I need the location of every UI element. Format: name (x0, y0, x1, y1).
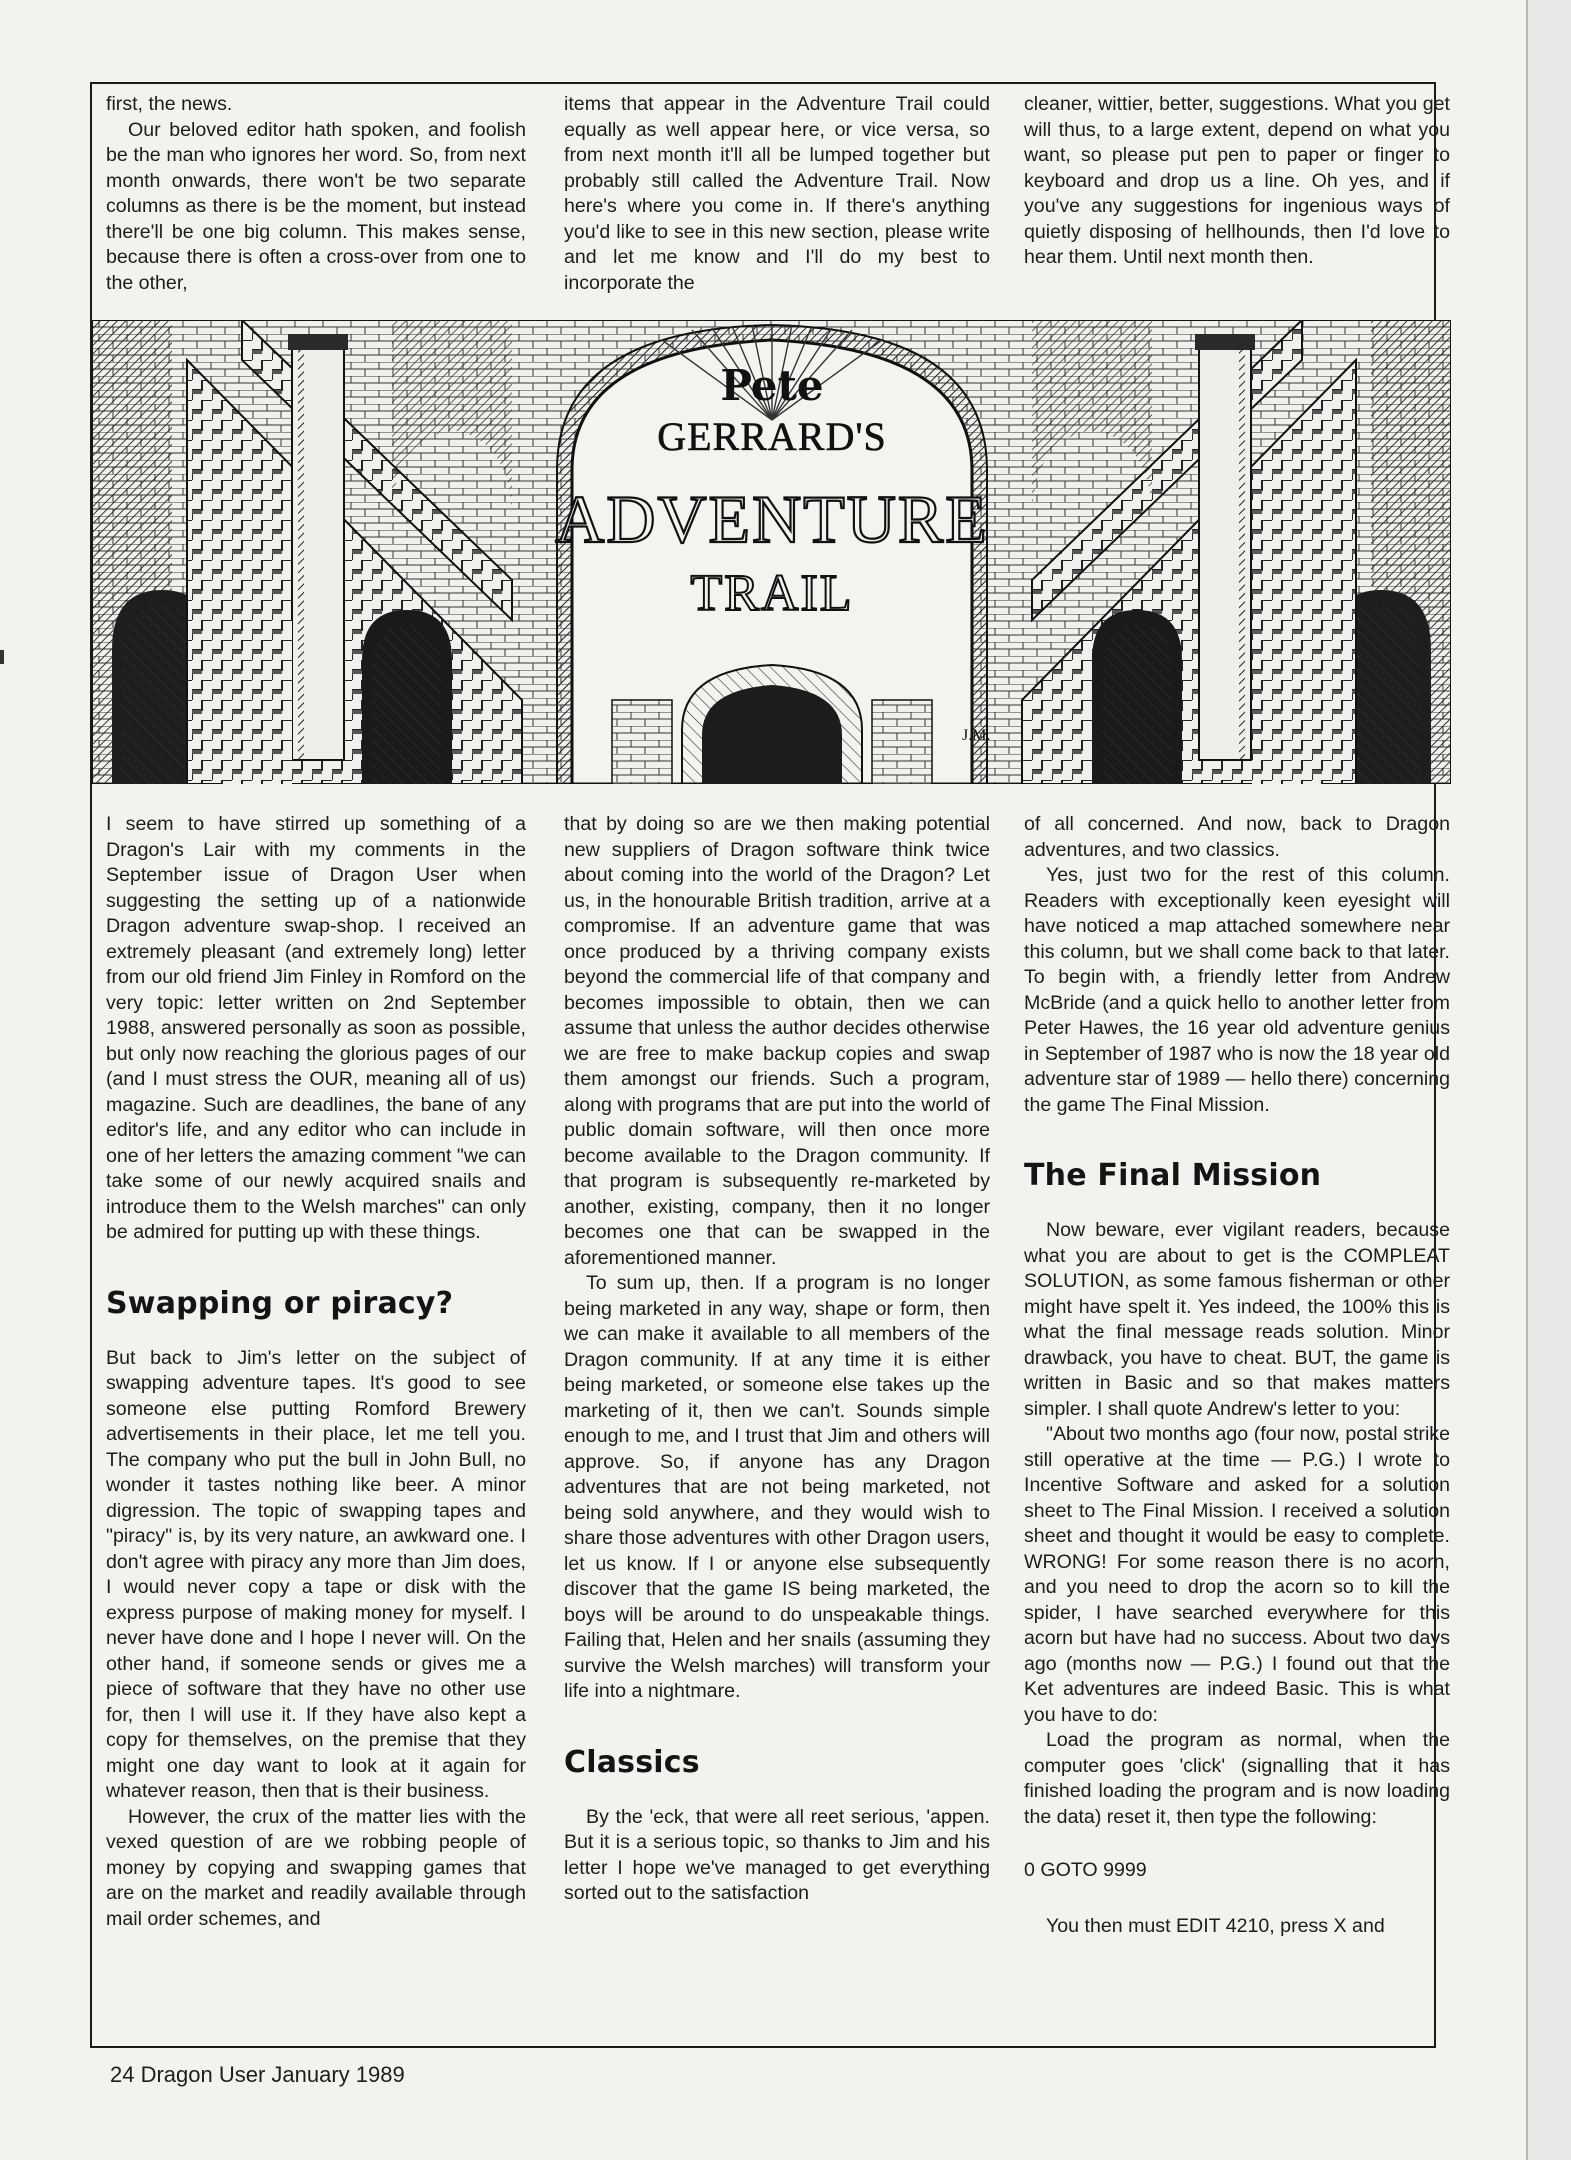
col3-paragraph-3: Now beware, ever vigilant readers, because what you are about to get is the COMPLEAT SOLUTION, as some famous fisherman or other might have spelt it. Yes indeed, the 100% this is what the final message reads solution. Minor drawback, you have to cheat. BUT, the game is written in Basic and so that makes matters simpler. I shall quote Andrew's letter to you: (1024, 1219, 1450, 1420)
heading-swapping-or-piracy: Swapping or piracy? (106, 1285, 454, 1321)
col2-paragraph-3: By the 'eck, that were all reet serious, 'appen. But it is a serious topic, so thanks to Jim and his letter I hope we've managed to get everything sorted out to the satisfaction (564, 1805, 990, 1904)
illustrator-signature: J.M. (962, 727, 991, 744)
col1-paragraph-2: But back to Jim's letter on the subject of swapping adventure tapes. It's good to see someone else putting Romford Brewery advertisements in their place, let me tell you. The company who put the bull in John Bull, no wonder it tastes nothing like beer. A minor digression. The topic of swapping tapes and "piracy" is, by its very nature, an awkward one. I don't agree with piracy any more than Jim does, I would never copy a tape or disk with the express purpose of making money for myself. I never have done and I hope I never will. On the other hand, if someone sends or gives me a piece of software that they have no other use for, then I will use it. If they have also kept a copy for themselves, on the premise that they might one day want to look at it again for whatever reason, then that is their business. (106, 1346, 526, 1802)
column-3 (1024, 812, 1450, 1939)
page-footer: 24 Dragon User January 1989 (110, 2062, 405, 2087)
top-col1-text-1: first, the news. (106, 93, 233, 115)
heading-the-final-mission: The Final Mission (1024, 1158, 1322, 1193)
basic-code-line: 0 GOTO 9999 (1024, 1859, 1147, 1881)
col1-paragraph-3: However, the crux of the matter lies with the vexed question of are we robbing people of money by copying and swapping games that are on the market and readily available through mail order schemes, and (106, 1805, 526, 1930)
adventure-trail-banner (92, 320, 1451, 784)
banner-title-gerrard: GERRARD'S (657, 414, 887, 459)
column-2 (564, 812, 990, 1907)
heading-classics: Classics (564, 1744, 700, 1780)
left-architecture (92, 320, 522, 784)
page-edge (1528, 0, 1571, 2160)
banner-title-pete: Pete (720, 361, 824, 410)
top-column-2 (564, 92, 990, 296)
banner-title-trail: TRAIL (690, 565, 854, 622)
column-1 (106, 812, 526, 1932)
banner-title-adventure: ADVENTURE (555, 481, 989, 557)
col3-paragraph-2: Yes, just two for the rest of this column. Readers with exceptionally keen eyesight will have noticed a map attached somewhere near this column, but we shall come back to that later. To begin with, a friendly letter from Andrew McBride (and a quick hello to another letter from Peter Hawes, the 16 year old adventure genius in September of 1987 who is now the 18 year old adventure star of 1989 — hello there) concerning the game The Final Mission. (1024, 864, 1450, 1116)
col1-paragraph-1: I seem to have stirred up something of a Dragon's Lair with my comments in the September issue of Dragon User when suggesting the setting up of a nationwide Dragon adventure swap-shop. I received an extremely pleasant (and extremely long) letter from our old friend Jim Finley in Romford on the very topic: letter written on 2nd September 1988, answered personally as soon as possible, but only now reaching the glorious pages of our (and I must stress the OUR, meaning all of us) magazine. Such are deadlines, the bane of any editor's life, and any editor who can include in one of her letters the amazing comment "we can take some of our newly acquired snails and introduce them to the Welsh marches" can only be admired for putting up with these things. (106, 813, 526, 1243)
col2-paragraph-1: that by doing so are we then making potential new suppliers of Dragon software think twice about coming into the world of the Dragon? Let us, in the honourable British tradition, arrive at a compromise. If an adventure game that was once produced by a thriving company exists beyond the commercial life of that company and becomes impossible to obtain, then we can assume that unless the author decides otherwise we are free to make backup copies and swap them amongst our friends. Such a program, along with programs that are put into the world of public domain software, will then once more become available to the Dragon community. If that program is subsequently re-marketed by another, existing, company, then it no longer becomes one that can be swapped in the aforementioned manner. (564, 813, 990, 1269)
col3-paragraph-5: Load the program as normal, when the computer goes 'click' (signalling that it has finished loading the program and is now loading the data) reset it, then type the following: (1024, 1729, 1450, 1828)
col3-paragraph-4: "About two months ago (four now, postal strike still operative at the time — P.G.) I wrote to Incentive Software and asked for a solution sheet to The Final Mission. I received a solution sheet and thought it would be easy to complete. WRONG! For some reason there is no acorn, and you need to drop the acorn so to kill the spider, I have searched everywhere for this acorn but have had no success. About two days ago (months now — P.G.) I found out that the Ket adventures are indeed Basic. This is what you have to do: (1024, 1423, 1450, 1726)
binding-mark (0, 650, 4, 664)
top-column-3 (1024, 92, 1450, 271)
right-architecture (1022, 320, 1451, 784)
col3-paragraph-6: You then must EDIT 4210, press X and (1046, 1914, 1385, 1937)
top-column-1 (106, 92, 526, 296)
top-col1-text-2: Our beloved editor hath spoken, and foolish be the man who ignores her word. So, from next month onwards, there won't be two separate columns as there is be the moment, but instead there'll be one big column. This makes sense, because there is often a cross-over from one to the other, (106, 118, 526, 294)
col2-paragraph-2: To sum up, then. If a program is no longer being marketed in any way, shape or form, then we can make it available to all members of the Dragon community. If at any time it is either being marketed, or someone else takes up the marketing of it, then we can't. Sounds simple enough to me, and I trust that Jim and others will approve. So, if anyone has any Dragon adventures that are not being marketed, not being sold anywhere, and they would wish to share those adventures with other Dragon users, let us know. If I or anyone else subsequently discover that the game IS being marketed, the boys will be around to do unspeakable things. Failing that, Helen and her snails (assuming they survive the Welsh marches) will transform your life into a nightmare. (564, 1272, 990, 1702)
page-edge-line (1526, 0, 1528, 2160)
top-col2-text: items that appear in the Adventure Trail could equally as well appear here, or vice versa, so from next month it'll all be lumped together but probably still called the Adventure Trail. Now here's where you come in. If there's anything you'd like to see in this new section, please write and let me know and I'll do my best to incorporate the (564, 93, 990, 294)
col3-paragraph-1: of all concerned. And now, back to Dragon adventures, and two classics. (1024, 813, 1450, 861)
top-col3-text: cleaner, wittier, better, suggestions. What you get will thus, to a large extent, depend on what you want, so please put pen to paper or finger to keyboard and drop us a line. Oh yes, and if you've any suggestions for ingenious ways of quietly disposing of hellhounds, then I'd love to hear them. Until next month then. (1024, 93, 1450, 268)
